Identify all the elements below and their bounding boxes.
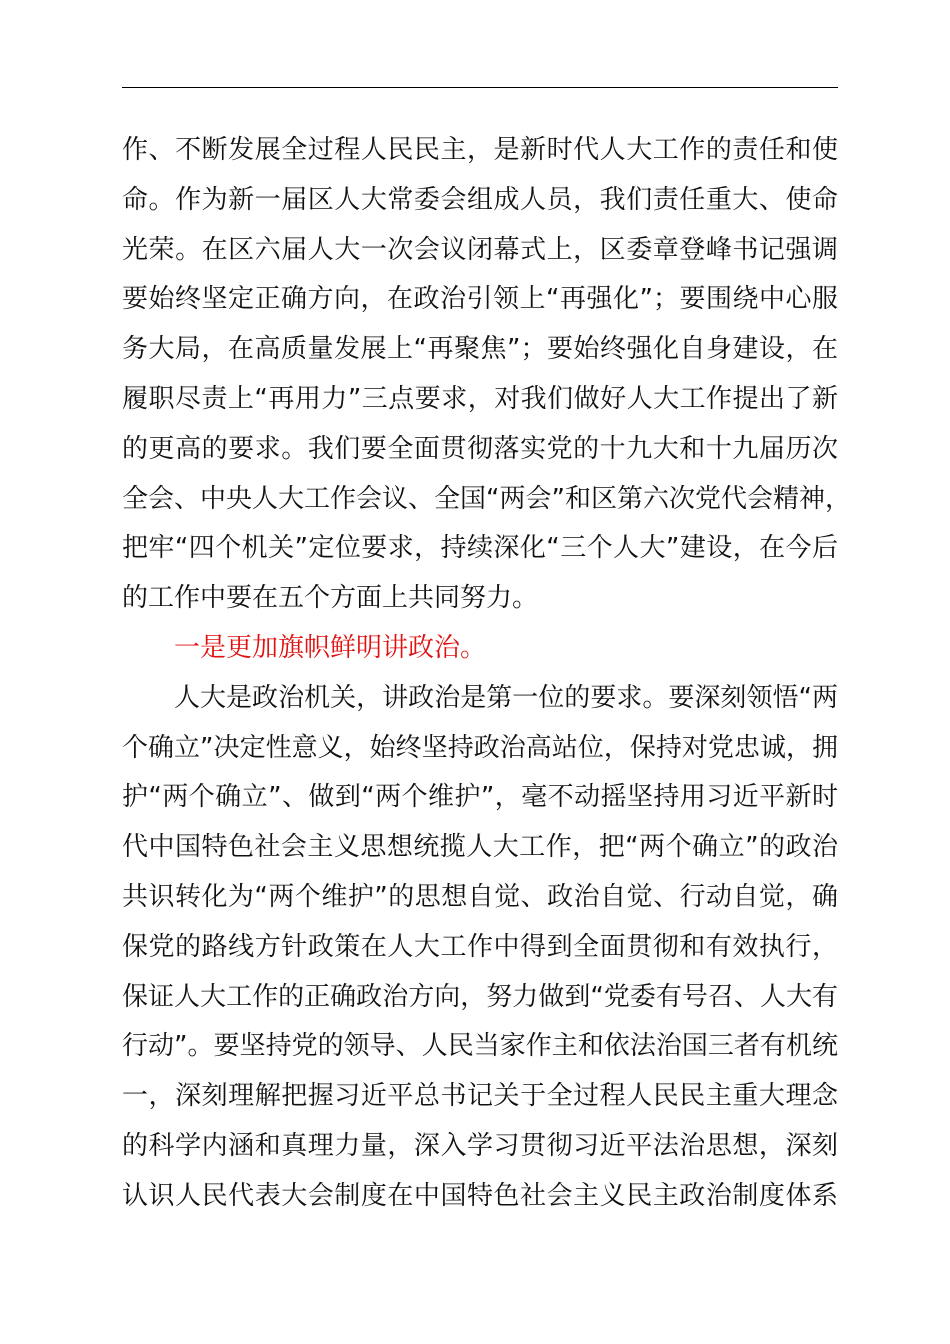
text-line: 命。作为新一届区人大常委会组成人员，我们责任重大、使命	[122, 184, 838, 215]
text-line: 代中国特色社会主义思想统揽人大工作，把“两个确立”的政治	[122, 832, 838, 863]
body-text	[122, 126, 851, 1222]
text-line: 护“两个确立”、做到“两个维护”，毫不动摇坚持用习近平新时	[122, 782, 838, 813]
text-line: 全会、中央人大工作会议、全国“两会”和区第六次党代会精神，	[122, 483, 851, 514]
text-line: 行动”。要坚持党的领导、人民当家作主和依法治国三者有机统	[122, 1031, 838, 1062]
text-line: 履职尽责上“再用力”三点要求，对我们做好人大工作提出了新	[122, 383, 838, 414]
text-line: 保党的路线方针政策在人大工作中得到全面贯彻和有效执行，	[122, 931, 838, 962]
text-line: 共识转化为“两个维护”的思想自觉、政治自觉、行动自觉，确	[122, 881, 838, 912]
text-line: 的更高的要求。我们要全面贯彻落实党的十九大和十九届历次	[122, 433, 838, 464]
section-heading: 一是更加旗帜鲜明讲政治。	[174, 632, 487, 663]
text-line: 认识人民代表大会制度在中国特色社会主义民主政治制度体系	[122, 1180, 838, 1211]
text-line: 的工作中要在五个方面上共同努力。	[122, 583, 539, 614]
header-rule	[122, 87, 838, 88]
text-line: 一，深刻理解把握习近平总书记关于全过程人民民主重大理念	[122, 1081, 838, 1112]
text-line: 保证人大工作的正确政治方向，努力做到“党委有号召、人大有	[122, 981, 838, 1012]
text-line: 人大是政治机关，讲政治是第一位的要求。要深刻领悟“两	[174, 682, 838, 713]
text-line: 作、不断发展全过程人民民主，是新时代人大工作的责任和使	[122, 135, 838, 165]
text-line: 务大局，在高质量发展上“再聚焦”；要始终强化自身建设，在	[122, 334, 838, 365]
text-line: 把牢“四个机关”定位要求，持续深化“三个人大”建设，在今后	[122, 533, 838, 564]
text-line: 的科学内涵和真理力量，深入学习贯彻习近平法治思想，深刻	[122, 1130, 838, 1161]
text-line: 光荣。在区六届人大一次会议闭幕式上，区委章登峰书记强调	[122, 234, 838, 265]
text-line: 个确立”决定性意义，始终坚持政治高站位，保持对党忠诚，拥	[122, 732, 838, 763]
text-line: 要始终坚定正确方向，在政治引领上“再强化”；要围绕中心服	[122, 284, 838, 315]
